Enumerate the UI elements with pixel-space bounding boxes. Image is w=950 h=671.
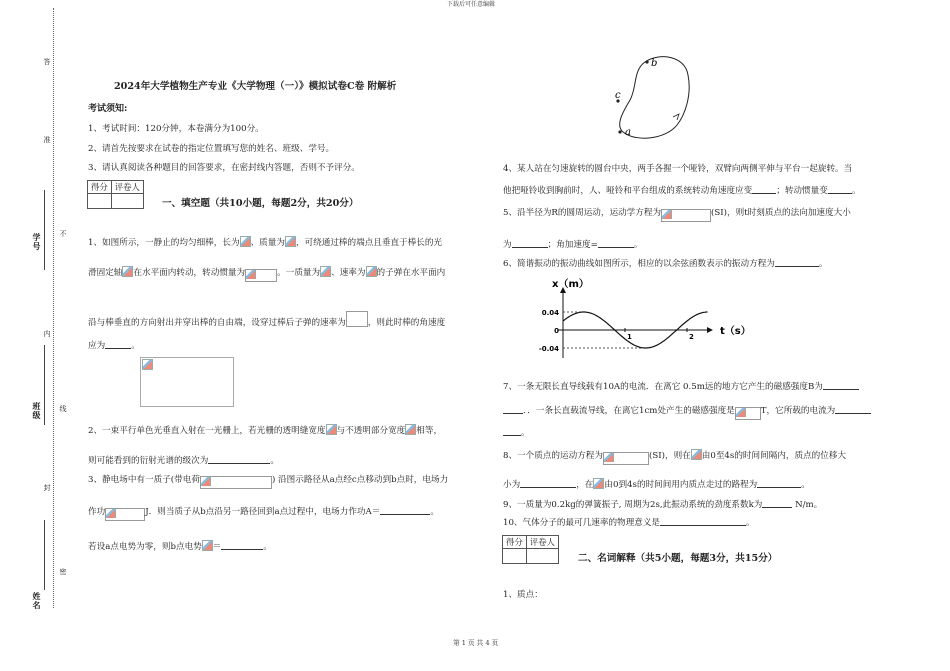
notice-heading: 考试须知: — [88, 104, 128, 114]
formula-box — [105, 508, 145, 521]
binding-mark: 密 — [59, 568, 67, 576]
formula-box — [346, 311, 368, 327]
class-label: 班级 — [32, 402, 42, 420]
answer-blank[interactable] — [105, 348, 131, 349]
q10-line1: 10、气体分子的最可几速率的物理意义是 。 — [503, 518, 755, 528]
y-tick-label: -0.04 — [538, 345, 559, 353]
student-id-label: 学号 — [32, 233, 42, 251]
q3-line2: 作功 J．则当质子从b点沿另一路径回到a点过程中，电场力作功A＝ 。 — [88, 507, 439, 521]
figure-image — [142, 359, 153, 370]
student-id-line — [44, 190, 45, 270]
grader-label: 评卷人 — [111, 181, 143, 194]
answer-blank[interactable] — [762, 507, 792, 508]
y-axis-label: x（m） — [552, 279, 589, 290]
page-footer: 第 1 页 共 4 页 — [453, 639, 499, 647]
answer-blank[interactable] — [520, 487, 576, 488]
q2-line2: 则可能看到的衍射光谱的级次为 。 — [88, 456, 279, 466]
x-axis-label: t（s） — [720, 326, 751, 337]
q2-line1: 2、一束平行单色光垂直入射在一光栅上，若光栅的透明缝宽度 与不透明部分宽度 相等， — [88, 426, 443, 436]
score-table — [87, 180, 144, 209]
q9-line1: 9、一质量为0.2kg的弹簧振子, 周期为2s,此振动系统的劲度系数k为 N/m。 — [503, 500, 823, 510]
answer-blank[interactable] — [503, 435, 521, 436]
q5-line1: 5、沿半径为R的圆周运动，运动学方程为 (SI)，则t时刻质点的法向加速度大小 — [503, 208, 851, 222]
formula-image — [320, 266, 331, 277]
grader-cell[interactable] — [111, 194, 143, 209]
binding-mark: 准 — [43, 136, 51, 144]
answer-blank[interactable] — [828, 193, 852, 194]
binding-mark: 线 — [59, 405, 67, 413]
header-note: 下载后可任意编辑 — [447, 1, 496, 8]
q1-figure — [140, 357, 234, 407]
q7-line2: ．．一条长直载流导线，在离它1cm处产生的磁感强度是 T，它所载的电流为 — [503, 406, 871, 420]
formula-image — [240, 236, 251, 247]
grader-label: 评卷人 — [526, 536, 558, 549]
binding-mark: 封 — [43, 484, 51, 492]
formula-image — [691, 449, 702, 460]
formula-image — [405, 424, 416, 435]
q8-line1: 8、一个质点的运动方程为 (SI)，则在 由0至4s的时间间隔内，质点的位移大 — [503, 449, 846, 465]
notice-item: 1、考试时间：120分钟，本卷满分为100分。 — [88, 124, 264, 134]
point-a-label: a — [625, 127, 631, 138]
y-tick-label: 0 — [554, 327, 559, 335]
page-title: 2024年大学植物生产专业《大学物理（一）》模拟试卷C卷 附解析 — [114, 81, 397, 92]
x-tick-label: 1 — [627, 333, 632, 341]
q1-line2: 滑固定轴 在水平面内转动，转动惯量为 。一质量为 、速率为 的子弹在水平面内 — [88, 266, 445, 282]
answer-blank[interactable] — [823, 389, 859, 390]
answer-blank[interactable] — [512, 247, 548, 248]
formula-image — [326, 424, 337, 435]
answer-blank[interactable] — [503, 413, 523, 414]
q3-path-figure — [605, 50, 695, 145]
notice-item: 3、请认真阅读各种题目的回答要求，在密封线内答题，否则不予评分。 — [88, 163, 360, 173]
class-line — [44, 345, 45, 425]
formula-image — [122, 266, 133, 277]
binding-dotted-line — [53, 8, 54, 608]
answer-blank[interactable] — [835, 413, 871, 414]
formula-image — [285, 236, 296, 247]
term-q1: 1、质点： — [503, 590, 543, 600]
q1-line4: 应为 。 — [88, 341, 140, 351]
formula-image — [593, 478, 604, 489]
answer-blank[interactable] — [757, 487, 801, 488]
formula-box — [200, 476, 272, 489]
q7-line3: 。 — [503, 428, 530, 439]
grader-cell[interactable] — [526, 549, 558, 564]
formula-box — [245, 269, 277, 282]
y-tick-label: 0.04 — [541, 309, 559, 317]
score-label: 得分 — [503, 536, 527, 549]
binding-mark: 内 — [43, 330, 51, 338]
q6-line1: 6、简谐振动的振动曲线如图所示，相应的以余弦函数表示的振动方程为 。 — [503, 259, 828, 269]
score-table-2 — [502, 535, 559, 564]
binding-mark: 答 — [43, 58, 51, 66]
formula-image — [202, 540, 213, 551]
binding-mark: 不 — [59, 230, 67, 238]
answer-blank[interactable] — [380, 514, 430, 515]
vibration-chart — [530, 278, 760, 363]
notice-item: 2、请首先按要求在试卷的指定位置填写您的姓名、班级、学号。 — [88, 144, 335, 154]
q7-line1: 7、一条无限长直导线载有10A的电流．在离它 0.5m远的地方它产生的磁感强度B为 — [503, 382, 859, 393]
answer-blank[interactable] — [752, 193, 776, 194]
section1-title: 一、填空题（共10小题，每题2分，共20分） — [162, 198, 359, 209]
q5-line2: 为 ；角加速度= 。 — [503, 240, 643, 250]
answer-blank[interactable] — [598, 247, 634, 248]
point-c-label: c — [615, 90, 621, 101]
q4-line2: 他把哑铃收到胸前时，人、哑铃和平台组成的系统转动角速度应变 ；转动惯量变 。 — [503, 186, 861, 196]
formula-box — [735, 407, 761, 420]
formula-box — [603, 452, 649, 465]
name-label: 姓名 — [32, 592, 42, 610]
answer-blank[interactable] — [660, 525, 746, 526]
answer-blank[interactable] — [208, 463, 270, 464]
q8-line2: 小为 ，在 由0到4s的时间间用内质点走过的路程为 。 — [503, 480, 810, 490]
q1-line1: 1、如图所示，一静止的均匀细棒，长为 、质量为 ，可绕通过棒的端点且垂直于棒长的光 — [88, 238, 443, 248]
section2-title: 二、名词解释（共5小题，每题3分，共15分） — [578, 553, 778, 564]
formula-box — [661, 209, 711, 222]
name-line — [44, 520, 45, 590]
point-b-label: b — [651, 58, 658, 69]
score-cell[interactable] — [503, 549, 527, 564]
q3-line3: 若设a点电势为零，则b点电势 ＝ 。 — [88, 542, 272, 552]
answer-blank[interactable] — [775, 266, 819, 267]
score-cell[interactable] — [88, 194, 112, 209]
q1-line3: 沿与棒垂直的方向射出并穿出棒的自由端，设穿过棒后子弹的速率为 ，则此时棒的角速度 — [88, 311, 445, 329]
answer-blank[interactable] — [221, 549, 263, 550]
formula-image — [366, 266, 377, 277]
q4-line1: 4、某人站在匀速旋转的圆台中央，两手各握一个哑铃，双臂向两侧平伸与平台一起旋转。当 — [503, 164, 853, 174]
score-label: 得分 — [88, 181, 112, 194]
q3-line1: 3、静电场中有一质子(带电荷 ) 沿图示路径从a点经c点移动到b点时，电场力 — [88, 475, 448, 489]
x-tick-label: 2 — [689, 333, 694, 341]
